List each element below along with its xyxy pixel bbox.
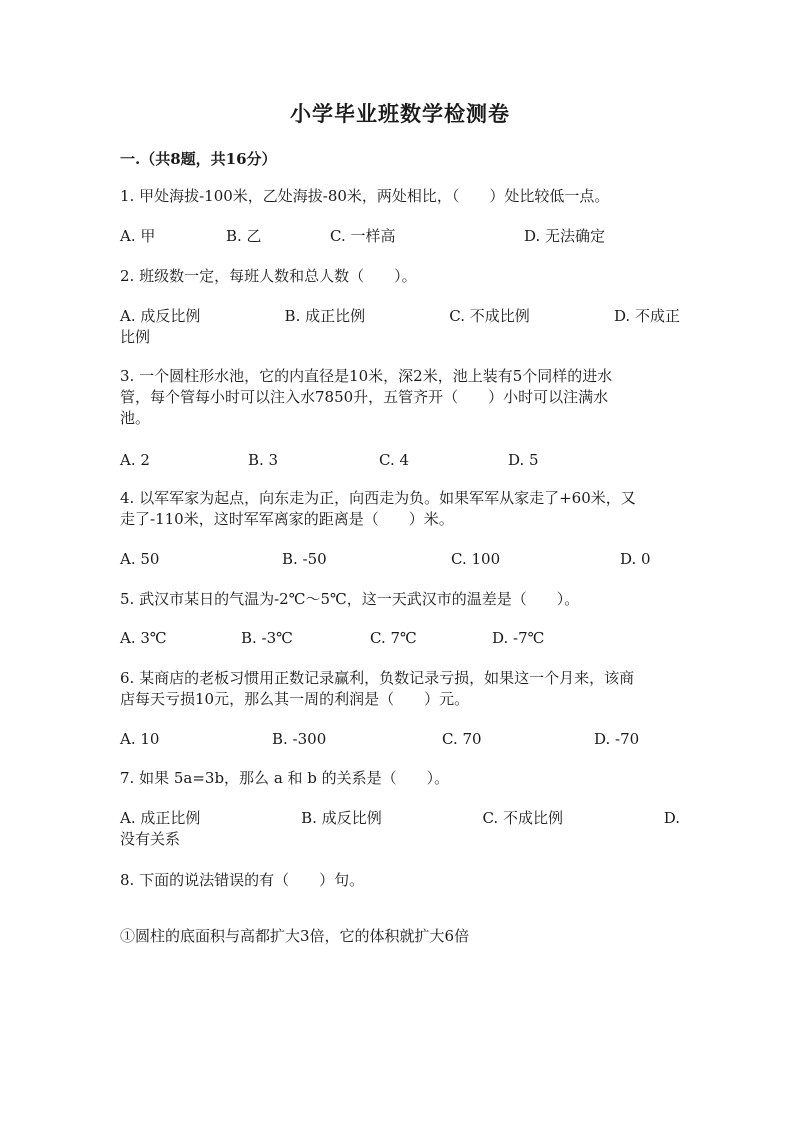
option-b: B. 成反比例 [301, 809, 382, 827]
question-3-line-2: 管，每个管每小时可以注入水7850升，五管齐开（ ）小时可以注满水 [120, 388, 609, 406]
question-6-text [120, 668, 680, 710]
question-2-options [120, 306, 680, 348]
option-b: B. -50 [282, 550, 327, 568]
question-7-text: 7. 如果 5a=3b，那么 a 和 b 的关系是（ ）。 [120, 769, 450, 787]
option-c: C. 一样高 [330, 227, 396, 245]
option-a: A. 10 [120, 730, 160, 748]
question-7-options [120, 808, 680, 850]
option-a: A. 成反比例 [120, 307, 201, 325]
option-c: C. 不成比例 [449, 307, 530, 325]
option-a: A. 成正比例 [120, 809, 201, 827]
question-3-text [120, 366, 680, 429]
option-d: D. 0 [620, 550, 651, 568]
option-d-continuation: 没有关系 [120, 830, 181, 848]
option-a: A. 3℃ [120, 629, 167, 647]
option-a: A. 甲 [120, 227, 156, 245]
option-c: C. 不成比例 [482, 809, 563, 827]
option-b: B. 乙 [226, 227, 262, 245]
option-d: D. [663, 809, 680, 827]
option-c: C. 100 [451, 550, 501, 568]
option-b: B. 3 [248, 451, 279, 469]
question-4-line-1: 4. 以军军家为起点，向东走为正，向西走为负。如果军军从家走了+60米，又 [120, 489, 636, 507]
option-d: D. -70 [594, 730, 640, 748]
option-c: C. 7℃ [370, 629, 417, 647]
question-5-text: 5. 武汉市某日的气温为-2℃～5℃，这一天武汉市的温差是（ ）。 [120, 590, 580, 608]
option-b: B. -3℃ [241, 629, 293, 647]
question-6-line-2: 店每天亏损10元，那么其一周的利润是（ ）元。 [120, 690, 470, 708]
question-4-line-2: 走了-110米，这时军军离家的距离是（ ）米。 [120, 510, 454, 528]
option-b: B. -300 [272, 730, 327, 748]
option-a: A. 50 [120, 550, 160, 568]
question-3-line-1: 3. 一个圆柱形水池，它的内直径是10米，深2米，池上装有5个同样的进水 [120, 367, 613, 385]
question-1-text: 1. 甲处海拔-100米，乙处海拔-80米，两处相比，（ ）处比较低一点。 [120, 187, 610, 205]
exam-title: 小学毕业班数学检测卷 [290, 101, 510, 126]
option-d: D. 5 [508, 451, 539, 469]
question-3-line-3: 池。 [120, 409, 151, 427]
option-b: B. 成正比例 [284, 307, 366, 325]
question-4-text [120, 488, 680, 530]
option-a: A. 2 [120, 451, 150, 469]
section-heading: 一.（共8题，共16分） [120, 150, 277, 168]
option-c: C. 4 [379, 451, 410, 469]
option-d: D. 不成正 [613, 307, 680, 325]
option-d-continuation: 比例 [120, 328, 151, 346]
statement-1: ①圆柱的底面积与高都扩大3倍，它的体积就扩大6倍 [120, 927, 470, 945]
option-d: D. 无法确定 [524, 227, 606, 245]
option-c: C. 70 [442, 730, 482, 748]
option-d: D. -7℃ [492, 629, 545, 647]
question-6-line-1: 6. 某商店的老板习惯用正数记录赢利，负数记录亏损，如果这一个月来，该商 [120, 669, 635, 687]
question-2-text: 2. 班级数一定，每班人数和总人数（ ）。 [120, 267, 417, 285]
question-8-text: 8. 下面的说法错误的有（ ）句。 [120, 871, 365, 889]
